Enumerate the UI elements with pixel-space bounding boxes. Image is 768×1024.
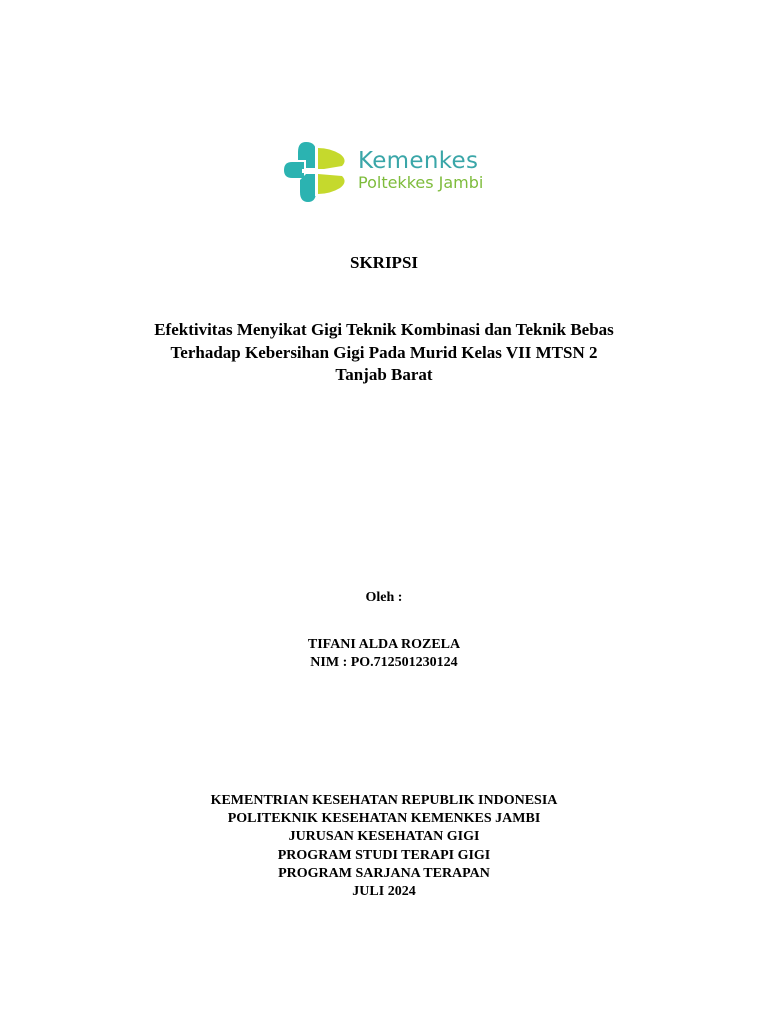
institution-info — [0, 792, 768, 901]
thesis-title-line: Tanjab Barat — [335, 365, 433, 384]
document-type-heading: SKRIPSI — [349, 253, 419, 272]
author-info — [0, 636, 768, 672]
thesis-title — [0, 319, 768, 387]
kemenkes-logo — [282, 140, 522, 204]
institution-line: KEMENTRIAN KESEHATAN REPUBLIK INDONESIA — [210, 793, 558, 808]
institution-line: PROGRAM SARJANA TERAPAN — [278, 865, 490, 881]
kemenkes-emblem-icon — [282, 140, 350, 204]
by-label: Oleh : — [365, 590, 403, 605]
thesis-title-line: Terhadap Kebersihan Gigi Pada Murid Kelas VII MTSN 2 — [170, 342, 598, 362]
submission-date: JULI 2024 — [352, 884, 416, 900]
logo-title: Kemenkes — [358, 148, 479, 174]
institution-line: PROGRAM STUDI TERAPI GIGI — [277, 847, 491, 863]
logo-subtitle: Poltekkes Jambi — [358, 173, 484, 192]
institution-line: JURUSAN KESEHATAN GIGI — [288, 829, 480, 845]
author-name: TIFANI ALDA ROZELA — [307, 637, 461, 652]
logo-text — [358, 150, 483, 191]
institution-line: POLITEKNIK KESEHATAN KEMENKES JAMBI — [227, 811, 541, 827]
thesis-title-line: Efektivitas Menyikat Gigi Teknik Kombinasi dan Teknik Bebas — [154, 320, 614, 339]
author-nim: NIM : PO.712501230124 — [310, 655, 458, 670]
